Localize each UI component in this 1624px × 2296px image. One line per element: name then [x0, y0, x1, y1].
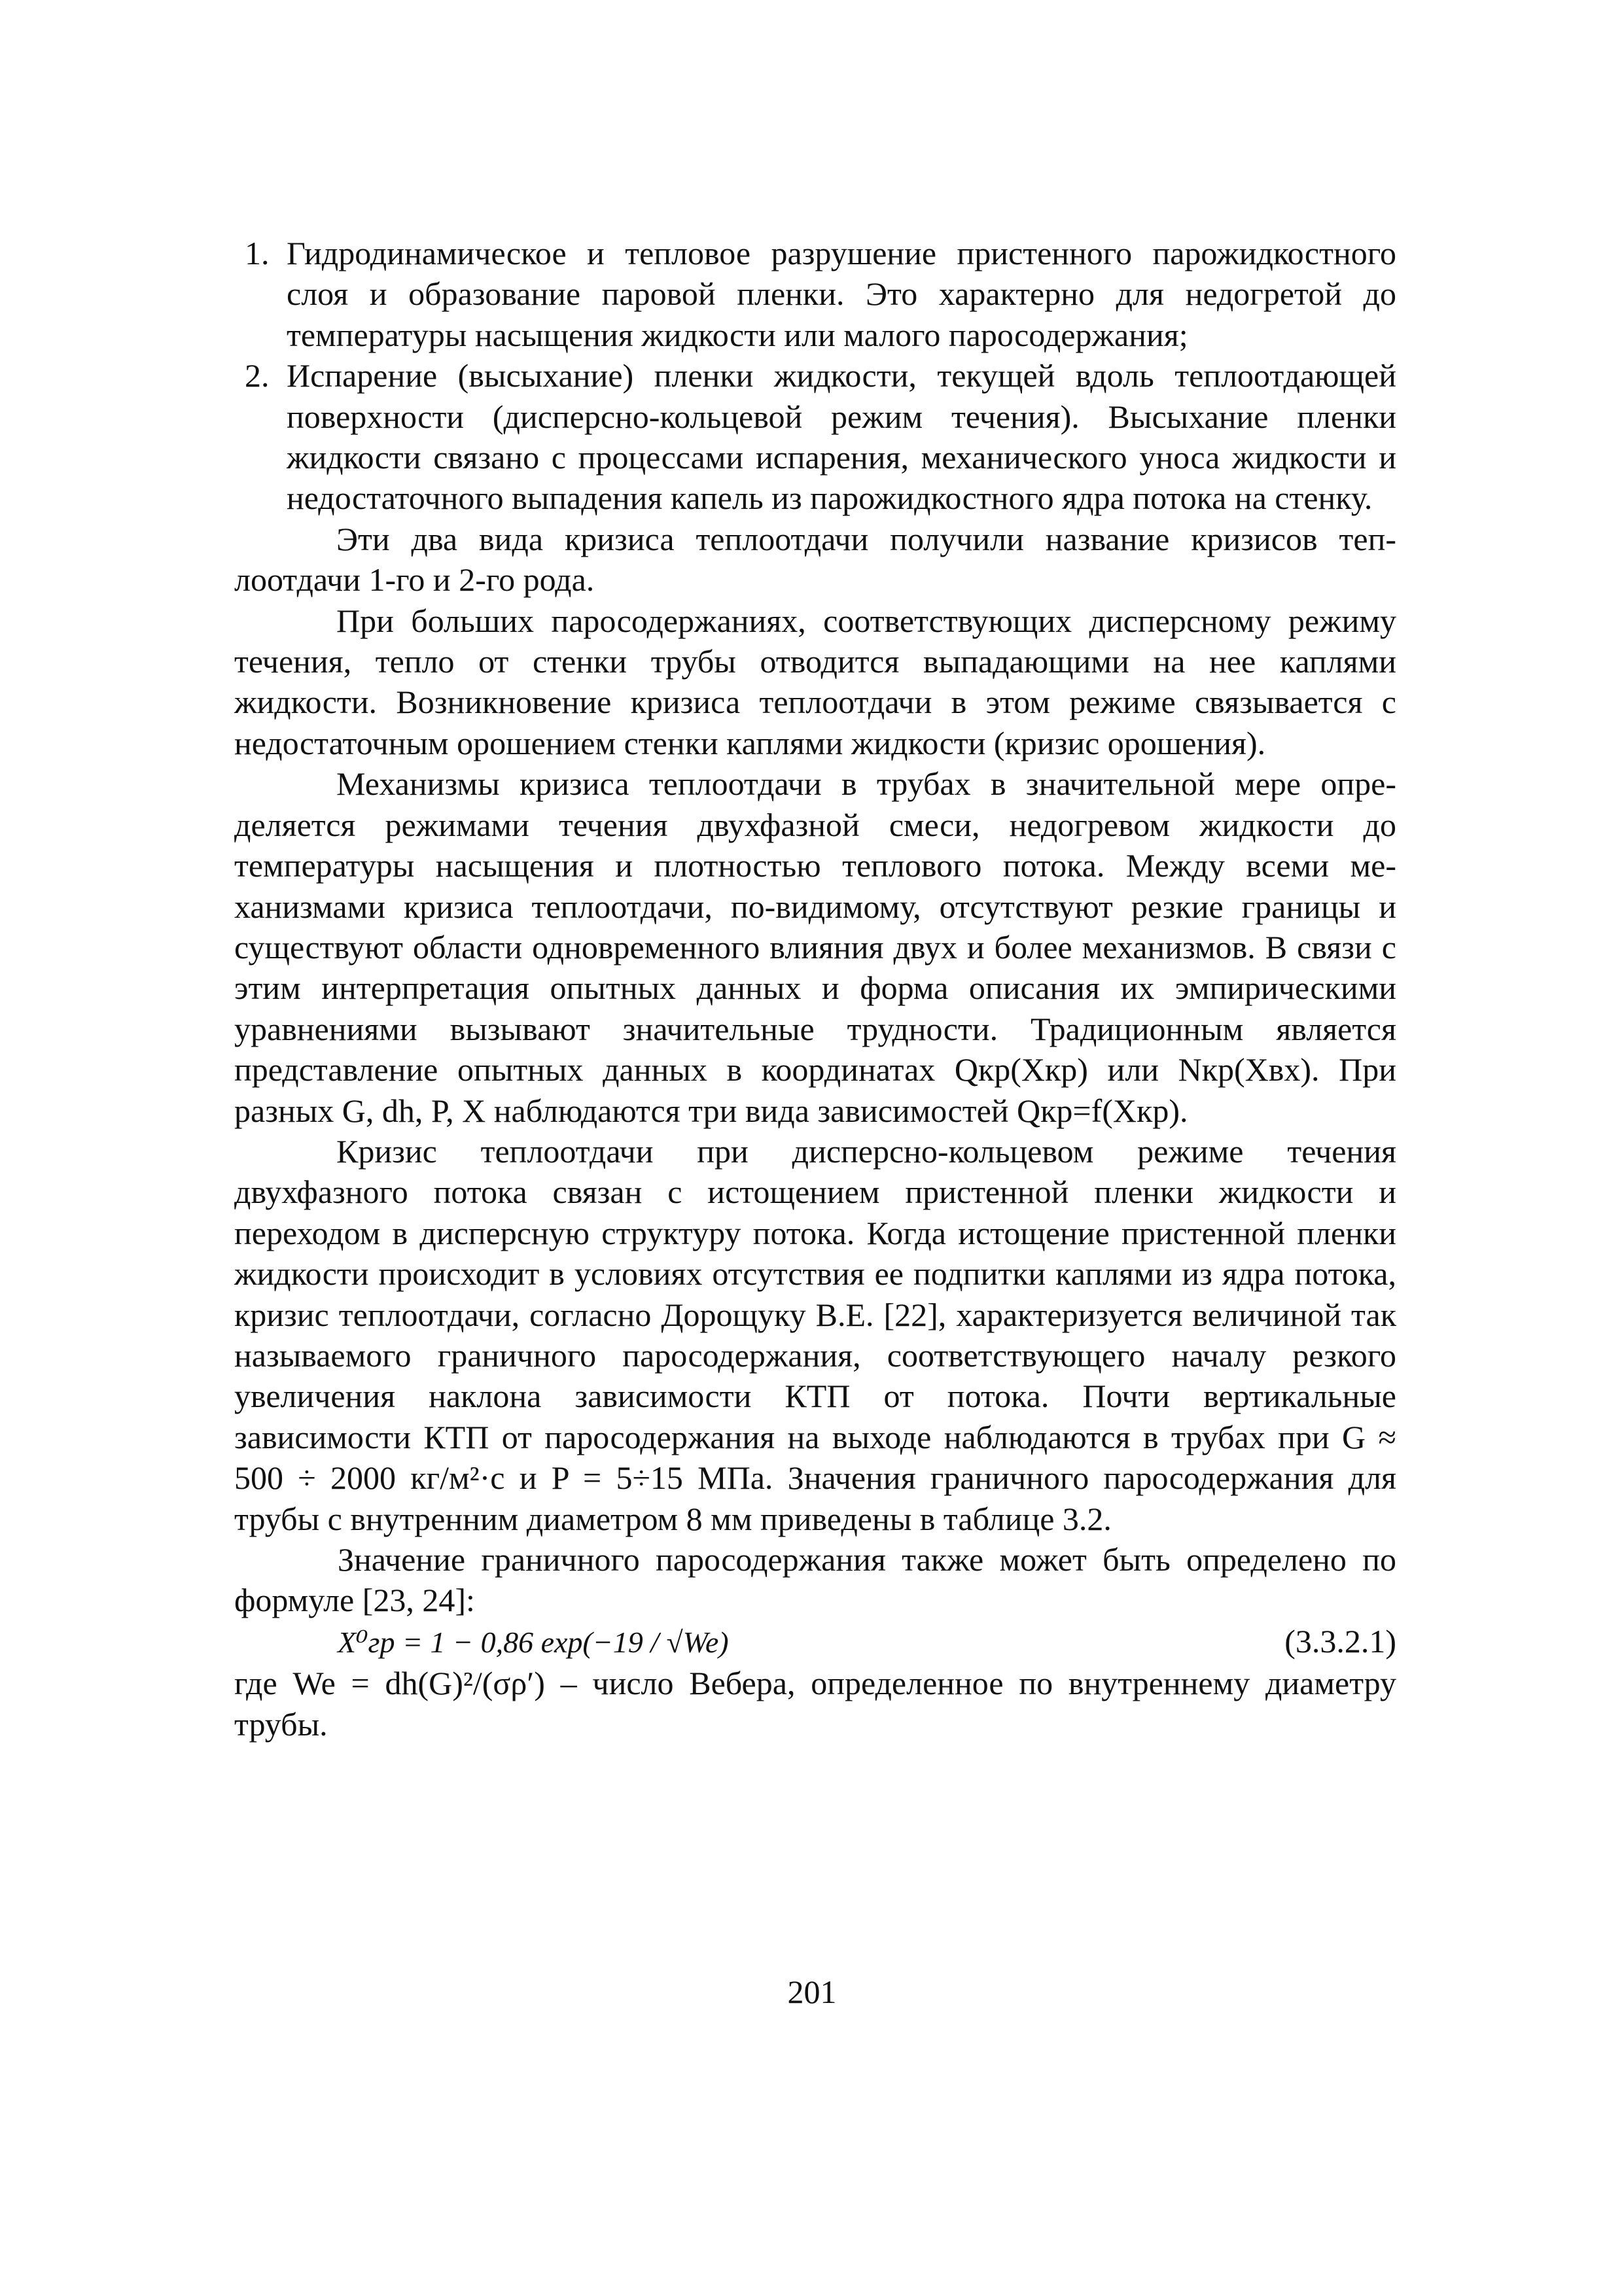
list-text: Испарение (высыхание) пленки жидкости, текущей вдоль теплоотдающей поверхности (дисперсно-кольцевой режим течения). Высыхание пленки жидкости связано с процессами испарения, механического уноса жидкости и недостаточного выпадения капель из парожидкостного ядра потока на стенку.	[287, 357, 1396, 517]
list-text: Гидродинамическое и тепловое разрушение пристенного парожидкостного слоя и образование паровой пленки. Это характерно для недогретой до температуры насыщения жидкости или малого паросодержания;	[287, 235, 1396, 353]
body-text	[234, 233, 1396, 1745]
paragraph: Эти два вида кризиса теплоотдачи получили название кризисов теплоотдачи 1-го и 2-го рода.	[234, 520, 1396, 599]
formula-row	[234, 1621, 1396, 1663]
formula: X⁰гр = 1 − 0,86 exp(−19 / √We)	[338, 1625, 729, 1659]
paragraph: При больших паросодержаниях, соответствующих дисперсному режиму течения, тепло от стенки трубы отводится выпадающими на нее каплями жидкости. Возникновение кризиса теплоотдачи в этом режиме связывается с недостаточным орошением стенки каплями жидкости (кризис орошения).	[234, 602, 1396, 761]
paragraph: Значение граничного паросодержания также может быть определено по формуле [23, 24]:	[234, 1541, 1396, 1619]
list-number: 2.	[245, 357, 270, 394]
paragraph: Механизмы кризиса теплоотдачи в трубах в значительной мере определяется режимами течения двухфазной смеси, недогревом жидкости до температуры насыщения и плотностью теплового потока. Между всеми механизмами кризиса теплоотдачи, по-видимому, отсутствуют резкие границы и существуют области одновременного влияния двух и более механизмов. В связи с этим интерпретация опытных данных и форма описания их эмпирическими уравнениями вызывают значительные трудности. Традиционным является представление опытных данных в координатах Qкр(Xкр) или Nкр(Xвх). При разных G, dh, P, X наблюдаются три вида зависимостей Qкр=f(Xкр).	[234, 765, 1396, 1129]
paragraph: Кризис теплоотдачи при дисперсно-кольцевом режиме течения двухфазного потока связан с истощением пристенной пленки жидкости и переходом в дисперсную структуру потока. Когда истощение пристенной пленки жидкости происходит в условиях отсутствия ее подпитки каплями из ядра потока, кризис теплоотдачи, согласно Дорощуку В.Е. [22], характеризуется величиной так называемого граничного паросодержания, соответствующего началу резкого увеличения наклона зависимости КТП от потока. Почти вертикальные зависимости КТП от паросодержания на выходе наблюдаются в трубах при G ≈ 500 ÷ 2000 кг/м²·с и P = 5÷15 МПа. Значения граничного паросодержания для трубы с внутренним диаметром 8 мм приведены в таблице 3.2.	[234, 1132, 1396, 1537]
list-item	[234, 233, 1396, 355]
page-number: 201	[787, 1974, 837, 2010]
paragraph: где We = dh(G)²/(σρ′) – число Вебера, определенное по внутреннему диаметру трубы.	[234, 1665, 1396, 1743]
list-number: 1.	[245, 235, 270, 271]
list-item	[234, 355, 1396, 519]
equation-number: (3.3.2.1)	[1284, 1622, 1396, 1660]
